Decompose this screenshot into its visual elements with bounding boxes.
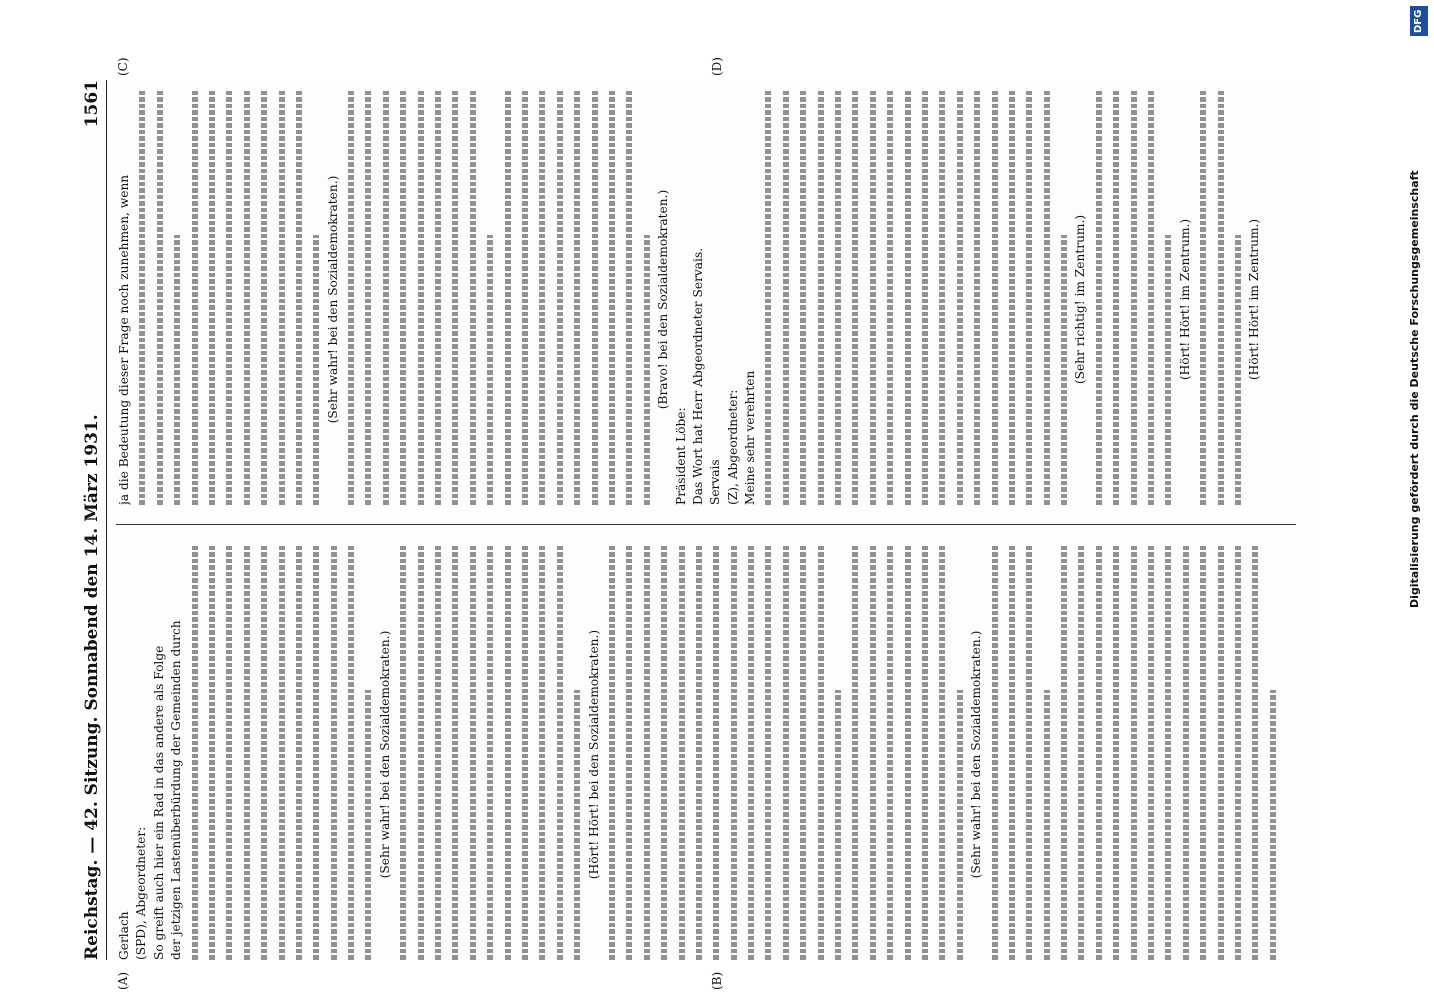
text-line — [1090, 545, 1107, 960]
text-line — [759, 545, 776, 960]
text-line — [968, 90, 985, 505]
text-line — [899, 90, 916, 505]
text-line — [725, 545, 742, 960]
text-line — [516, 90, 533, 505]
text-line — [499, 90, 516, 505]
text-line — [916, 545, 933, 960]
text-line — [951, 90, 968, 505]
text-line — [446, 90, 463, 505]
text-line: Das Wort hat Herr Abgeordneter Servais. — [690, 90, 707, 505]
text-line — [1055, 90, 1072, 505]
text-line — [325, 545, 342, 960]
text-line — [151, 90, 168, 505]
left-column — [116, 545, 1306, 960]
text-line — [412, 90, 429, 505]
text-line — [394, 545, 411, 960]
text-line — [1020, 545, 1037, 960]
text-line — [846, 90, 863, 505]
text-line: So greift auch hier ein Rad in das andere als Folge — [151, 545, 168, 960]
text-line — [1020, 90, 1037, 505]
header-title: Reichstag. — 42. Sitzung. Sonnabend den 14. März 1931. — [82, 414, 102, 960]
text-line — [1038, 90, 1055, 505]
margin-mark-b: (B) — [710, 971, 724, 990]
text-line — [290, 90, 307, 505]
text-line — [1194, 545, 1211, 960]
text-line — [168, 90, 185, 505]
text-line — [620, 545, 637, 960]
text-line — [446, 545, 463, 960]
text-line — [1125, 545, 1142, 960]
text-line — [255, 545, 272, 960]
text-line — [464, 90, 481, 505]
text-line — [186, 90, 203, 505]
text-line — [568, 545, 585, 960]
text-line — [1212, 90, 1229, 505]
digitization-credit-text: Digitalisierung gefördert durch die Deutsche Forschungsgemeinschaft — [1408, 170, 1421, 608]
text-line: ja die Bedeutung dieser Frage noch zunehmen, wenn — [116, 90, 133, 505]
text-line — [1003, 545, 1020, 960]
text-line — [638, 90, 655, 505]
text-line — [759, 90, 776, 505]
text-line — [1229, 545, 1246, 960]
text-line — [1038, 545, 1055, 960]
text-line — [812, 545, 829, 960]
text-line — [220, 90, 237, 505]
text-line — [255, 90, 272, 505]
interjection: (Hört! Hört! im Zentrum.) — [1246, 90, 1263, 505]
text-line — [203, 90, 220, 505]
text-line — [881, 545, 898, 960]
text-line — [429, 545, 446, 960]
text-line — [638, 545, 655, 960]
speaker-party: (SPD), Abgeordneter: — [133, 545, 150, 960]
text-line — [1003, 90, 1020, 505]
president-label: Präsident Löbe: — [673, 90, 690, 505]
text-line — [1142, 545, 1159, 960]
text-line — [481, 90, 498, 505]
text-line — [133, 90, 150, 505]
text-line — [829, 90, 846, 505]
text-line — [690, 545, 707, 960]
text-line — [986, 90, 1003, 505]
text-line — [568, 90, 585, 505]
dfg-logo: DFG — [1410, 6, 1428, 36]
text-line — [603, 90, 620, 505]
interjection: (Hört! Hört! im Zentrum.) — [1177, 90, 1194, 505]
text-line — [829, 545, 846, 960]
text-line — [238, 90, 255, 505]
text-line: Meine sehr verehrten — [742, 90, 759, 505]
speaker-name: Servais — [707, 90, 724, 505]
text-line — [551, 90, 568, 505]
text-line — [273, 90, 290, 505]
text-line — [620, 90, 637, 505]
text-line — [794, 90, 811, 505]
text-line — [742, 545, 759, 960]
margin-mark-c: (C) — [116, 57, 130, 76]
text-line — [1107, 545, 1124, 960]
text-line — [220, 545, 237, 960]
text-line — [1246, 545, 1263, 960]
text-line — [777, 90, 794, 505]
digitization-credit — [1408, 8, 1430, 608]
text-line — [359, 90, 376, 505]
text-line — [307, 90, 324, 505]
text-line — [1159, 545, 1176, 960]
text-line — [986, 545, 1003, 960]
text-line — [916, 90, 933, 505]
text-line — [812, 90, 829, 505]
text-line — [1125, 90, 1142, 505]
text-line — [290, 545, 307, 960]
interjection: (Sehr wahr! bei den Sozialdemokraten.) — [325, 90, 342, 505]
speaker-party: (Z), Abgeordneter: — [725, 90, 742, 505]
text-line — [1142, 90, 1159, 505]
text-line — [846, 545, 863, 960]
interjection: (Bravo! bei den Sozialdemokraten.) — [655, 90, 672, 505]
text-line — [673, 545, 690, 960]
text-line — [1055, 545, 1072, 960]
interjection: (Sehr wahr! bei den Sozialdemokraten.) — [968, 545, 985, 960]
text-line — [307, 545, 324, 960]
text-line — [1212, 545, 1229, 960]
interjection: (Sehr richtig! im Zentrum.) — [1072, 90, 1089, 505]
text-line — [499, 545, 516, 960]
text-line — [533, 545, 550, 960]
text-line — [881, 90, 898, 505]
text-line — [1072, 545, 1089, 960]
margin-mark-a: (A) — [116, 971, 130, 990]
text-line — [412, 545, 429, 960]
text-line — [516, 545, 533, 960]
speaker-name: Gerlach — [116, 545, 133, 960]
text-line — [464, 545, 481, 960]
text-line — [951, 545, 968, 960]
right-column — [116, 90, 1306, 505]
text-line — [186, 545, 203, 960]
interjection: (Sehr wahr! bei den Sozialdemokraten.) — [377, 545, 394, 960]
text-line — [377, 90, 394, 505]
text-line — [1177, 545, 1194, 960]
text-line — [429, 90, 446, 505]
text-line — [933, 545, 950, 960]
text-line — [777, 545, 794, 960]
page-number: 1561 — [82, 80, 102, 128]
interjection: (Hört! Hört! bei den Sozialdemokraten.) — [586, 545, 603, 960]
text-line — [794, 545, 811, 960]
text-line — [551, 545, 568, 960]
text-line — [273, 545, 290, 960]
text-line — [933, 90, 950, 505]
text-line — [1194, 90, 1211, 505]
text-line — [533, 90, 550, 505]
text-line — [1159, 90, 1176, 505]
page-header — [80, 80, 107, 960]
text-line — [1090, 90, 1107, 505]
text-line — [359, 545, 376, 960]
text-line — [1264, 545, 1281, 960]
text-line — [655, 545, 672, 960]
text-line — [481, 545, 498, 960]
text-line: der jetzigen Lastenüberbürdung der Gemeinden durch — [168, 545, 185, 960]
text-line — [1107, 90, 1124, 505]
text-line — [707, 545, 724, 960]
text-line — [342, 545, 359, 960]
text-line — [238, 545, 255, 960]
text-line — [864, 90, 881, 505]
text-line — [899, 545, 916, 960]
text-line — [586, 90, 603, 505]
text-line — [1229, 90, 1246, 505]
text-line — [203, 545, 220, 960]
margin-mark-d: (D) — [710, 57, 724, 76]
text-line — [603, 545, 620, 960]
rotated-document-page — [80, 57, 1320, 990]
text-line — [864, 545, 881, 960]
text-line — [394, 90, 411, 505]
text-line — [342, 90, 359, 505]
column-divider — [116, 524, 1296, 525]
